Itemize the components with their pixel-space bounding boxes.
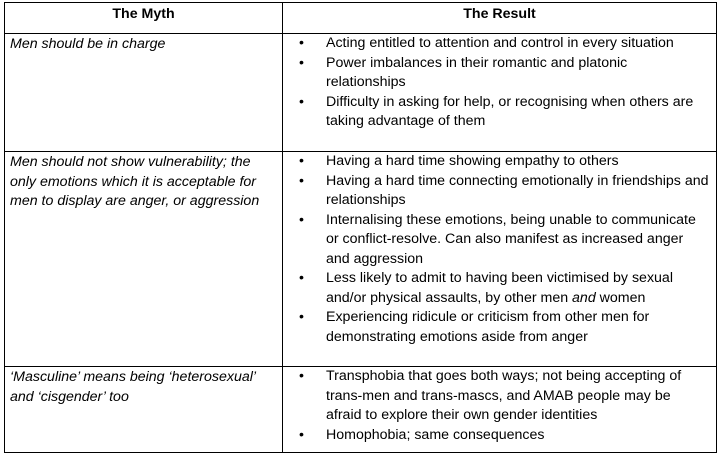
bullet-icon: • [299,54,304,71]
bullet-icon: • [299,426,304,443]
result-item [283,367,710,426]
result-text-emphasis: and [572,289,596,306]
bullet-icon: • [299,93,304,110]
result-list [283,367,710,445]
result-text: Transphobia that goes both ways; not being accepting of trans-men and trans-mascs, and AMAB people may be afraid to explore their own gender identities [326,368,682,423]
header-row [5,3,717,34]
result-item [283,152,710,172]
result-item [283,269,710,308]
header-myth: The Myth [5,3,283,34]
result-text-before: Less likely to admit to having been victimised by sexual and/or physical assaults, by other men [326,270,673,306]
result-list [283,34,710,132]
header-result: The Result [283,3,717,34]
result-text: Difficulty in asking for help, or recognising when others are taking advantage of them [326,93,694,129]
result-item [283,426,710,446]
bullet-icon: • [299,211,304,228]
result-text: Having a hard time connecting emotionally in friendships and relationships [326,172,709,208]
result-text: Acting entitled to attention and control in every situation [326,35,674,51]
result-item [283,172,710,211]
result-text: Internalising these emotions, being unable to communicate or conflict-resolve. Can also manifest as increased anger and aggression [326,211,696,267]
bullet-icon: • [299,153,304,169]
myth-cell: Men should not show vulnerability; the only emotions which it is acceptable for men to display are anger, or aggression [5,152,283,367]
bullet-icon: • [299,309,304,325]
result-text: Homophobia; same consequences [326,426,545,443]
result-cell [283,34,717,152]
result-item [283,211,710,270]
myth-result-table [4,2,717,453]
result-item [283,93,710,132]
result-text: Power imbalances in their romantic and platonic relationships [326,54,628,90]
result-item [283,54,710,93]
table-row [5,34,717,152]
table-row [5,152,717,367]
result-item [283,308,710,347]
result-text: Having a hard time showing empathy to others [326,153,619,169]
table-row [5,367,717,453]
myth-cell: Men should be in charge [5,34,283,152]
result-cell [283,367,717,453]
result-cell [283,152,717,367]
bullet-icon: • [299,270,304,286]
result-list [283,152,710,347]
myth-cell: ‘Masculine’ means being ‘heterosexual’ and ‘cisgender’ too [5,367,283,453]
bullet-icon: • [299,368,304,384]
result-text: Experiencing ridicule or criticism from other men for demonstrating emotions aside from anger [326,309,650,345]
result-item [283,34,710,54]
bullet-icon: • [299,35,304,51]
result-text-after: women [595,289,646,306]
bullet-icon: • [299,172,304,189]
